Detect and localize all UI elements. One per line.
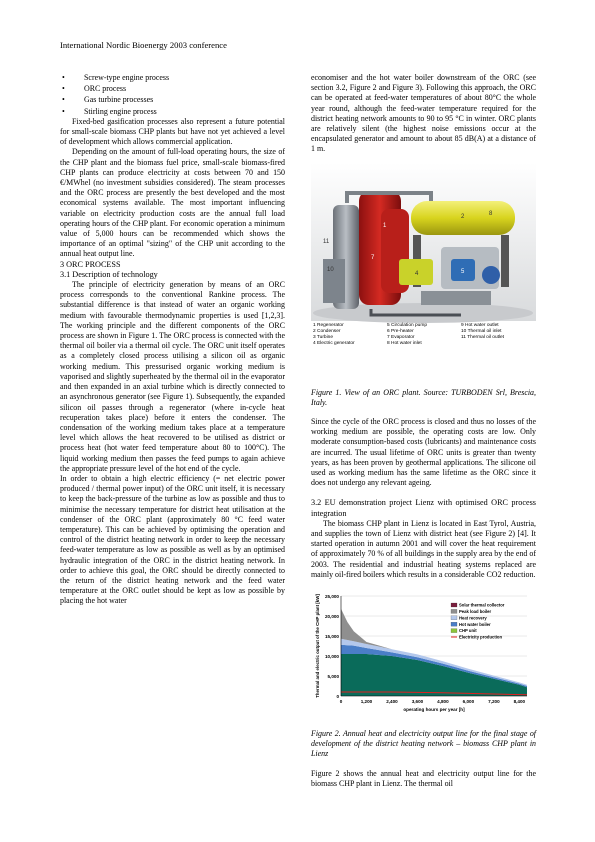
legend-item: 7 Evaporator [387,335,415,341]
legend-item: 3 Turbine [313,335,334,341]
subsection-heading: 3.2 EU demonstration project Lienz with optimised ORC process integration [311,498,536,518]
legend-item: 6 Pre-heater [387,328,414,334]
paragraph: Depending on the amount of full-load operating hours, the size of the CHP plant and the biomass fuel price, small-scale biomass-fired CHP plants can produce electricity at costs between 70 and 150 €/MWhel (no investment subsidies considered). The steam processes and the ORC process are presently the best developed and the most economical systems available. The most important influencing variable on electricity production costs are the annual full load operating hours of the CHP plant. For economic operation a minimum value of 5,000 hours can be recommended which shows the importance of an optimal "sizing" of the CHP unit according to the annual heat output line. [60,147,285,259]
x-axis-label: operating hours per year [h] [403,707,465,713]
legend-label: Electricity production [459,634,503,640]
y-tick-label: 0 [336,693,339,699]
legend-label: Solar thermal collector [459,602,505,608]
x-tick-label: 2,400 [386,699,398,705]
legend-swatch [451,629,457,633]
y-tick-label: 25,000 [324,593,339,599]
svg-text:5: 5 [461,268,465,275]
legend-item: 1 Regenerator [313,322,344,328]
legend-label: CHP unit [459,628,477,634]
list-item: • Gas turbine processes [60,94,285,105]
figure-legend [313,323,536,348]
x-tick-label: 0 [339,699,343,705]
legend-item: 11 Thermal oil outlet [461,335,505,341]
paragraph: The biomass CHP plant in Lienz is located in East Tyrol, Austria, and supplies the town of Lienz with district heat (see Figure 2) [4]. It started operation in autumn 2001 and will cover the heat requirement of approximately 70 % of all buildings in the supply area by the end of 2003. The residential and industrial heating systems replaced are mainly oil-fired boilers which results in a considerable CO2 reduction. [311,518,536,579]
legend-swatch [451,603,457,607]
x-tick-label: 8,400 [513,699,526,705]
engine-process-list [60,72,285,117]
figure-caption: Figure 1. View of an ORC plant. Source: TURBODEN Srl, Brescia, Italy. [311,387,536,407]
legend-item: 9 Hot water outlet [461,322,499,328]
x-tick-label: 6,000 [462,699,475,705]
paragraph: Since the cycle of the ORC process is closed and thus no losses of the working medium are possible, the operating costs are low. Only moderate consumption-based costs (lubricants) and maintenance costs are incurred. The usual lifetime of ORC units is greater than twenty years, as has been proven by geothermal applications. The silicone oil used as working medium has the same lifetime as the ORC since it does not undergo any relevant ageing. [311,417,536,488]
orc-plant-illustration [311,163,536,388]
legend-item: 5 Circulation pump [387,322,427,328]
paragraph: economiser and the hot water boiler downstream of the ORC (see section 3.2, Figure 2 and Figure 3). Following this approach, the ORC can be operated at feed-water temperatures of about 80°C the whole year round, although the feed-water temperature required for the district heating network amounts to 90 to 95 °C in winter. ORC plants are relatively silent (the highest noise emissions occur at the encapsulated generator and amount to about 85 dB(A) at a distance of 1 m. [311,73,536,154]
legend-swatch [451,616,457,620]
y-tick-label: 5,000 [327,673,339,679]
subsection-heading: 3.1 Description of technology [60,269,158,279]
svg-text:11: 11 [323,238,330,245]
svg-text:7: 7 [371,254,375,261]
paragraph: The principle of electricity generation by means of an ORC process corresponds to the conventional Rankine process. The substantial difference is that instead of water an organic working medium with favourable thermodynamic properties is used [1,2,3]. The working principle and the different components of the ORC process are shown in Figure 1. The ORC process is connected with the thermal oil boiler via a thermal oil cycle. The ORC unit itself operates as a completely closed process utilising a silicon oil as organic working medium. This pressurised organic working medium is vaporised and slightly superheated by the thermal oil in the evaporator and then expanded in an axial turbine which is directly connected to an asynchronous generator (see Figure 1). Subsequently, the expanded silicon oil passes through a regenerator (where in-cycle heat recuperation takes place) before it enters the condenser. The condensation of the working medium takes place at a temperature level which allows the heat recovered to be utilised as district or process heat (hot water feed temperature about 80 to 100°C). The liquid working medium then passes the feed pumps to again achieve the appropriate pressure level of the hot end of the cycle. [60,280,285,473]
y-tick-label: 10,000 [324,653,339,659]
legend-item [461,341,536,347]
list-item: • Screw-type engine process [60,72,285,83]
legend-swatch [451,622,457,626]
svg-text:8: 8 [489,210,493,217]
orc-plant-figure [311,163,536,388]
left-column [60,72,285,607]
paragraph: Fixed-bed gasification processes also represent a future potential for small-scale biomass CHP plants but have not yet achieved a level of development which allows commercial application. [60,116,285,147]
paragraph: In order to obtain a high electric efficiency (= net electric power produced / thermal power input) of the ORC unit itself, it is necessary to keep the back-pressure of the turbine as low as possible and thus to minimise the necessary temperature for district heat utilisation at the condenser of the ORC plant (approximately 80 °C feed water temperature). This can be achieved by optimising the operation and control of the district heating network in order to keep the necessary feed-water temperature as low as possible as well as by an optimised hydraulic integration of the ORC in the district heating network. In order to achieve this goal, the ORC should be directly connected to the return of the district heating network and the feed water temperature at the ORC outlet should be kept as low as possible by placing the hot water [60,473,285,606]
y-axis-label: Thermal and electric output of the CHP plant [kW] [315,594,320,698]
right-column [311,73,536,789]
legend-item: 4 Electric generator [313,341,355,347]
running-header: International Nordic Bioenergy 2003 conference [60,40,227,50]
svg-text:4: 4 [415,270,419,277]
list-item: • ORC process [60,83,285,94]
legend-label: Hot water boiler [459,621,491,627]
chart-svg [311,590,536,725]
x-tick-label: 3,600 [411,699,424,705]
legend-swatch [451,609,457,613]
x-tick-label: 1,200 [360,699,373,705]
svg-text:2: 2 [461,213,465,220]
legend-item: 2 Condenser [313,328,341,334]
y-tick-label: 15,000 [324,633,339,639]
svg-text:10: 10 [327,266,334,273]
legend-label: Peak load boiler [459,609,492,615]
output-line-chart [311,590,536,725]
figure-caption: Figure 2. Annual heat and electricity output line for the final stage of development of the district heating network – biomass CHP plant in Lienz [311,729,536,759]
x-tick-label: 4,800 [437,699,449,705]
list-item: • Stirling engine process [60,106,285,117]
section-heading: 3 ORC PROCESS [60,259,121,269]
legend-item: 10 Thermal oil inlet [461,328,502,334]
legend-item: 8 Hot water inlet [387,341,422,347]
legend-label: Heat recovery [459,615,487,621]
y-tick-label: 20,000 [324,613,339,619]
paragraph: Figure 2 shows the annual heat and electricity output line for the biomass CHP plant in Lienz. The thermal oil [311,768,536,788]
x-tick-label: 7,200 [488,699,500,705]
svg-text:1: 1 [383,222,387,229]
